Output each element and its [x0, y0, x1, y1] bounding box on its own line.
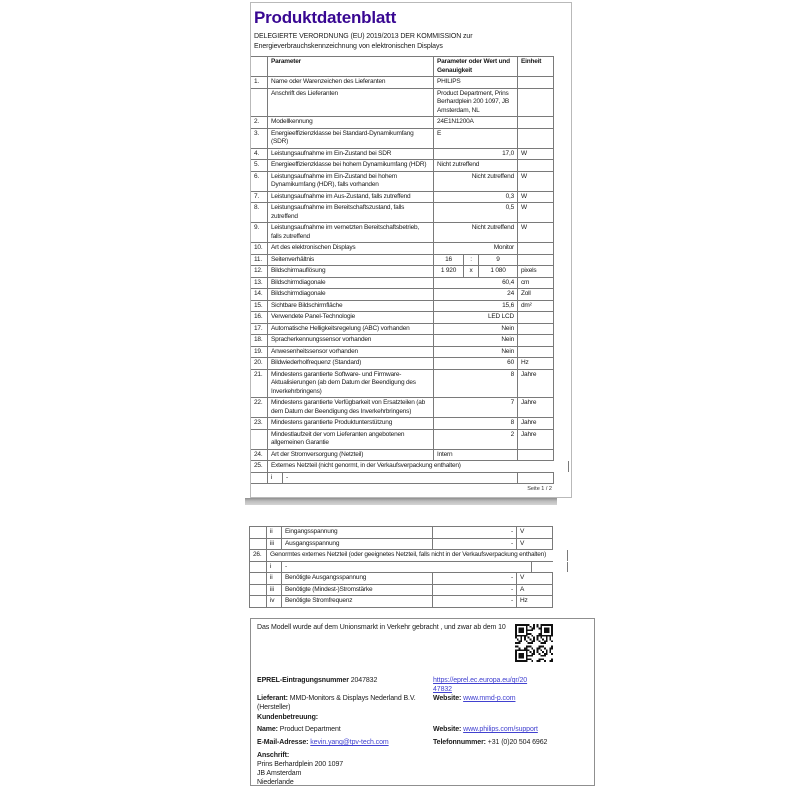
parameter-label-cell: Leistungsaufnahme im vernetzten Bereitschaftsbetrieb, falls zutreffend: [268, 223, 434, 242]
roman-index-cell: iii: [267, 539, 282, 550]
value-cell: 24E1N1200A: [434, 117, 518, 128]
parameter-label-cell: Ausgangsspannung: [282, 539, 433, 550]
roman-index-cell: iii: [267, 585, 282, 596]
roman-index-cell: i: [267, 562, 282, 573]
row-number-cell: [250, 585, 267, 596]
value-part-cell: 9: [479, 255, 518, 266]
eprel-link[interactable]: https://eprel.ec.europa.eu/qr/20 47832: [433, 677, 528, 693]
roman-index-cell: i: [268, 473, 283, 484]
value-cell: 60: [434, 358, 518, 369]
unit-cell: dm²: [518, 301, 554, 312]
table-row: [251, 461, 554, 473]
table-row: [251, 312, 554, 324]
parameter-label-cell: Eingangsspannung: [282, 527, 433, 538]
parameter-label-cell: Bildwiederholfrequenz (Standard): [268, 358, 434, 369]
value-cell: 0,3: [434, 192, 518, 203]
parameter-label-cell: Bildschirmdiagonale: [268, 278, 434, 289]
value-cell: Nicht zutreffend: [434, 223, 518, 242]
address-line-1: Prins Berhardplein 200 1097: [257, 761, 344, 768]
row-number-cell: [250, 527, 267, 538]
table-row: [251, 172, 554, 192]
table-row: [251, 77, 554, 89]
unit-cell: [518, 347, 554, 358]
unit-cell: [518, 77, 554, 88]
table-row: [251, 203, 554, 223]
supplier-website-link[interactable]: www.mmd-p.com: [463, 695, 516, 702]
parameter-label-cell: Mindestens garantierte Produktunterstützung: [268, 418, 434, 429]
row-number-cell: 12.: [251, 266, 268, 277]
row-number-cell: 6.: [251, 172, 268, 191]
table-row: [251, 243, 554, 255]
value-cell: Product Department, Prins Berhardplein 200 1097, JB Amsterdam, NL: [434, 89, 518, 117]
row-number-cell: 13.: [251, 278, 268, 289]
parameter-label-cell: Automatische Helligkeitsregelung (ABC) vorhanden: [268, 324, 434, 335]
merged-value-cell: -: [283, 473, 518, 484]
unit-cell: Jahre: [518, 370, 554, 398]
table-row: [250, 539, 553, 551]
value-cell: 7: [434, 398, 518, 417]
page-2: [250, 526, 553, 608]
value-cell: Nein: [434, 324, 518, 335]
unit-cell: Hz: [517, 596, 553, 607]
parameter-label-cell: Sichtbare Bildschirmfläche: [268, 301, 434, 312]
table-row: [251, 324, 554, 336]
roman-index-cell: ii: [267, 527, 282, 538]
table-row: [250, 562, 553, 574]
row-number-cell: 19.: [251, 347, 268, 358]
row-number-cell: [250, 539, 267, 550]
table-row: [251, 347, 554, 359]
unit-cell: [518, 255, 554, 266]
row-number-cell: 3.: [251, 129, 268, 148]
header-unit-cell: Einheit: [518, 57, 554, 76]
table-row: [251, 289, 554, 301]
table-header-row: [251, 57, 554, 77]
power-supply-table: [249, 526, 553, 608]
unit-cell: V: [517, 573, 553, 584]
parameter-label-cell: Leistungsaufnahme im Bereitschaftszustand, falls zutreffend: [268, 203, 434, 222]
unit-cell: [532, 562, 568, 573]
row-number-cell: 20.: [251, 358, 268, 369]
address-line-2: JB Amsterdam: [257, 770, 302, 777]
row-number-cell: [250, 573, 267, 584]
parameter-label-cell: Leistungsaufnahme im Aus-Zustand, falls zutreffend: [268, 192, 434, 203]
unit-cell: [518, 117, 554, 128]
roman-index-cell: iv: [267, 596, 282, 607]
row-number-cell: 23.: [251, 418, 268, 429]
table-row: [251, 129, 554, 149]
table-row: [251, 418, 554, 430]
parameter-label-cell: Mindestens garantierte Verfügbarkeit von Ersatzteilen (ab dem Datum der Beendigung des Inverkehrbringens): [268, 398, 434, 417]
parameter-label-cell: Verwendete Panel-Technologie: [268, 312, 434, 323]
support-website-link[interactable]: www.philips.com/support: [463, 726, 538, 733]
row-number-cell: 25.: [251, 461, 268, 472]
table-row: [251, 266, 554, 278]
unit-cell: W: [518, 149, 554, 160]
value-cell: -: [433, 585, 517, 596]
customer-care-heading-row: [257, 713, 589, 722]
parameter-label-cell: Leistungsaufnahme im Ein-Zustand bei hohem Dynamikumfang (HDR), falls vorhanden: [268, 172, 434, 191]
table-row: [250, 573, 553, 585]
row-number-cell: 4.: [251, 149, 268, 160]
address-line-3: Niederlande: [257, 779, 294, 786]
parameter-label-cell: Leistungsaufnahme im Ein-Zustand bei SDR: [268, 149, 434, 160]
row-number-cell: 22.: [251, 398, 268, 417]
unit-cell: V: [517, 527, 553, 538]
parameter-label-cell: Mindestlaufzeit der vom Lieferanten angebotenen allgemeinen Garantie: [268, 430, 434, 449]
unit-cell: [518, 335, 554, 346]
unit-cell: V: [517, 539, 553, 550]
row-number-cell: 10.: [251, 243, 268, 254]
header-parameter-cell: Parameter: [268, 57, 434, 76]
value-cell: -: [433, 573, 517, 584]
merged-value-cell: -: [282, 562, 532, 573]
parameter-label-cell: Modellkennung: [268, 117, 434, 128]
row-number-cell: [251, 473, 268, 484]
market-notice-text: Das Modell wurde auf dem Unionsmarkt in Verkehr gebracht , und zwar ab dem 10: [257, 624, 506, 631]
supplier-label: Lieferant:: [257, 695, 288, 702]
website2-label: Website:: [433, 726, 462, 733]
value-cell: PHILIPS: [434, 77, 518, 88]
parameter-label-cell: Anwesenheitssensor vorhanden: [268, 347, 434, 358]
table-row: [251, 335, 554, 347]
supplier-row: [257, 694, 589, 712]
row-number-cell: [251, 89, 268, 117]
row-number-cell: [251, 430, 268, 449]
page-title: Produktdatenblatt: [254, 8, 397, 27]
row-number-cell: 5.: [251, 160, 268, 171]
row-number-cell: 15.: [251, 301, 268, 312]
value-cell: E: [434, 129, 518, 148]
parameter-label-cell: Mindestens garantierte Software- und Firmware-Aktualisierungen (ab dem Datum der Beendigung des Inverkehrbringens): [268, 370, 434, 398]
spanning-label-cell: Externes Netzteil (nicht genormt, in der Verkaufsverpackung enthalten): [268, 461, 569, 472]
unit-cell: Jahre: [518, 418, 554, 429]
unit-cell: [518, 129, 554, 148]
table-row: [251, 160, 554, 172]
row-number-cell: 18.: [251, 335, 268, 346]
header-value-cell: Parameter oder Wert und Genauigkeit: [434, 57, 518, 76]
table-row: [250, 596, 553, 608]
email-link[interactable]: kevin.yang@tpv-tech.com: [310, 739, 389, 746]
table-row: [251, 255, 554, 267]
parameter-label-cell: Anschrift des Lieferanten: [268, 89, 434, 117]
table-row: [251, 450, 554, 462]
page-separator: [245, 498, 557, 505]
parameter-label-cell: Benötigte Stromfrequenz: [282, 596, 433, 607]
table-row: [251, 473, 554, 485]
value-part-cell: 1 080: [479, 266, 518, 277]
value-cell: 8: [434, 370, 518, 398]
parameter-label-cell: Name oder Warenzeichen des Lieferanten: [268, 77, 434, 88]
spanning-label-cell: Genormtes externes Netzteil (oder geeignetes Netzteil, falls nicht in der Verkaufsverpackung enthalten): [267, 550, 568, 561]
table-row: [251, 398, 554, 418]
parameter-label-cell: Bildschirmauflösung: [268, 266, 434, 277]
value-cell: Nein: [434, 347, 518, 358]
value-cell: 2: [434, 430, 518, 449]
row-number-cell: 8.: [251, 203, 268, 222]
value-cell: 0,5: [434, 203, 518, 222]
value-part-cell: 16: [434, 255, 464, 266]
address-block: [257, 751, 589, 787]
phone-value: +31 (0)20 504 6962: [487, 739, 548, 746]
unit-cell: Hz: [518, 358, 554, 369]
row-number-cell: 16.: [251, 312, 268, 323]
name-value: Product Department: [279, 726, 341, 733]
customer-care-label: Kundenbetreuung:: [257, 714, 319, 721]
regulation-subtitle: [254, 32, 571, 51]
row-number-cell: 1.: [251, 77, 268, 88]
phone-label: Telefonnummer:: [433, 739, 486, 746]
regulation-subtitle-line1: DELEGIERTE VERORDNUNG (EU) 2019/2013 DER KOMMISSION zur: [254, 33, 473, 40]
parameter-label-cell: Benötigte (Mindest-)Stromstärke: [282, 585, 433, 596]
eprel-row: [257, 676, 589, 696]
parameter-label-cell: Spracherkennungssensor vorhanden: [268, 335, 434, 346]
value-cell: 60,4: [434, 278, 518, 289]
table-row: [251, 278, 554, 290]
table-row: [251, 301, 554, 313]
unit-cell: A: [517, 585, 553, 596]
table-row: [250, 550, 553, 562]
value-cell: Intern: [434, 450, 518, 461]
row-number-cell: 9.: [251, 223, 268, 242]
row-number-cell: 11.: [251, 255, 268, 266]
table-row: [251, 358, 554, 370]
unit-cell: [518, 243, 554, 254]
parameter-label-cell: Bildschirmdiagonale: [268, 289, 434, 300]
eprel-label: EPREL-Eintragungsnummer: [257, 677, 349, 684]
name-label: Name:: [257, 726, 278, 733]
regulation-subtitle-line2: Energieverbrauchskennzeichnung von elektronischen Displays: [254, 42, 443, 50]
row-number-cell: 7.: [251, 192, 268, 203]
market-info-box: [250, 618, 595, 786]
value-cell: -: [433, 527, 517, 538]
value-cell: 17,0: [434, 149, 518, 160]
parameter-label-cell: Benötigte Ausgangsspannung: [282, 573, 433, 584]
row-number-cell: 2.: [251, 117, 268, 128]
unit-cell: [518, 450, 554, 461]
table-row: [250, 527, 553, 539]
table-row: [251, 430, 554, 450]
unit-cell: [518, 312, 554, 323]
table-row: [251, 370, 554, 399]
row-number-cell: 17.: [251, 324, 268, 335]
row-number-cell: 21.: [251, 370, 268, 398]
unit-cell: cm: [518, 278, 554, 289]
address-label: Anschrift:: [257, 752, 290, 759]
row-number-cell: 14.: [251, 289, 268, 300]
header-empty-cell: [251, 57, 268, 76]
unit-cell: [518, 160, 554, 171]
eprel-number: 2047832: [350, 677, 378, 684]
unit-cell: Jahre: [518, 398, 554, 417]
qr-code-icon: [515, 624, 553, 662]
website-label: Website:: [433, 695, 462, 702]
email-label: E-Mail-Adresse:: [257, 739, 309, 746]
value-cell: LED LCD: [434, 312, 518, 323]
unit-cell: pixels: [518, 266, 554, 277]
row-number-cell: [250, 596, 267, 607]
table-row: [251, 192, 554, 204]
row-number-cell: 26.: [250, 550, 267, 561]
unit-cell: W: [518, 223, 554, 242]
unit-cell: Zoll: [518, 289, 554, 300]
row-number-cell: 24.: [251, 450, 268, 461]
page-indicator: Seite 1 / 2: [527, 486, 552, 492]
supplier-value: MMD-Monitors & Displays Nederland B.V. (Hersteller): [257, 695, 416, 711]
table-row: [251, 149, 554, 161]
page-1: [250, 2, 572, 498]
value-cell: 15,6: [434, 301, 518, 312]
value-cell: -: [433, 596, 517, 607]
parameter-label-cell: Art des elektronischen Displays: [268, 243, 434, 254]
value-part-cell: 1 920: [434, 266, 464, 277]
value-separator-cell: x: [464, 266, 479, 277]
table-row: [251, 89, 554, 118]
unit-cell: [518, 473, 554, 484]
value-cell: Nein: [434, 335, 518, 346]
unit-cell: W: [518, 172, 554, 191]
unit-cell: W: [518, 203, 554, 222]
unit-cell: [518, 89, 554, 117]
value-cell: Nicht zutreffend: [434, 172, 518, 191]
unit-cell: Jahre: [518, 430, 554, 449]
parameter-label-cell: Energieeffizienzklasse bei hohem Dynamikumfang (HDR): [268, 160, 434, 171]
roman-index-cell: ii: [267, 573, 282, 584]
unit-cell: W: [518, 192, 554, 203]
product-data-table: [250, 56, 554, 484]
value-separator-cell: :: [464, 255, 479, 266]
table-row: [250, 585, 553, 597]
unit-cell: [518, 324, 554, 335]
value-cell: 8: [434, 418, 518, 429]
parameter-label-cell: Energieeffizienzklasse bei Standard-Dynamikumfang (SDR): [268, 129, 434, 148]
parameter-label-cell: Seitenverhältnis: [268, 255, 434, 266]
table-row: [251, 223, 554, 243]
value-cell: -: [433, 539, 517, 550]
value-cell: Nicht zutreffend: [434, 160, 518, 171]
parameter-label-cell: Art der Stromversorgung (Netzteil): [268, 450, 434, 461]
row-number-cell: [250, 562, 267, 573]
value-cell: Monitor: [434, 243, 518, 254]
value-cell: 24: [434, 289, 518, 300]
table-row: [251, 117, 554, 129]
